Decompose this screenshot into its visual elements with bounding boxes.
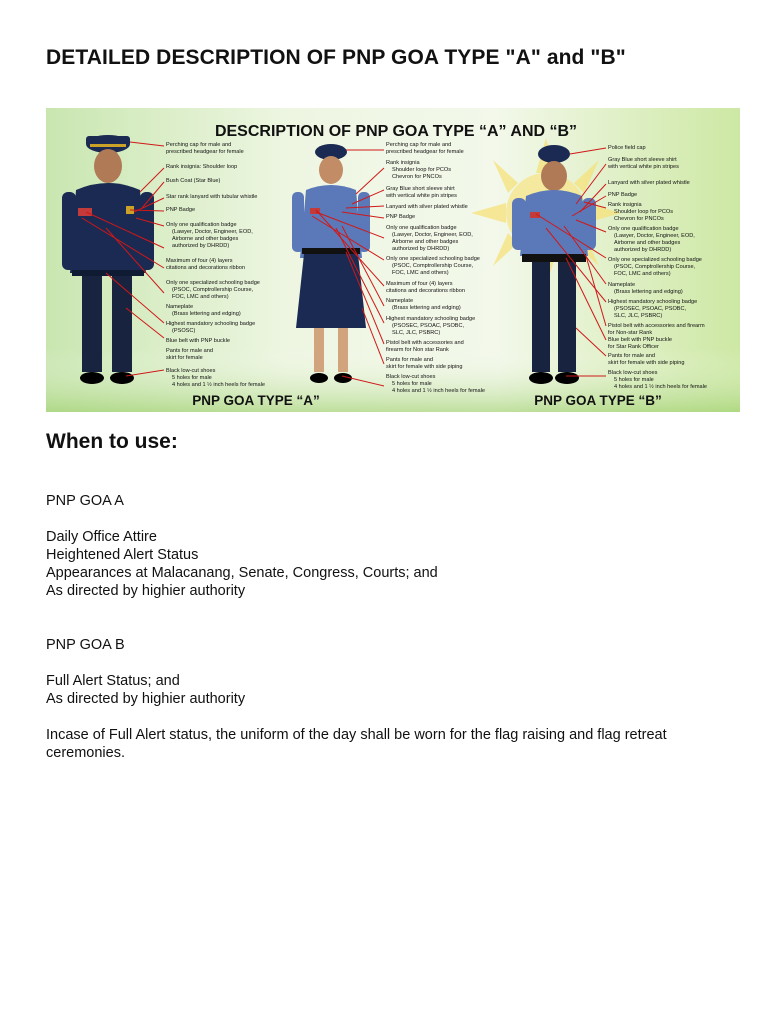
callout-right-label: Only one qualification badge — [608, 226, 679, 232]
callout-right-label: (Brass lettering and edging) — [614, 289, 683, 295]
callout-middle-label: Shoulder loop for PCOs — [392, 167, 452, 173]
callout-right-label: Highest mandatory schooling badge — [608, 299, 698, 305]
goa-a-usage-list — [46, 528, 438, 600]
callout-left-label: Star rank lanyard with tubular whistle — [166, 194, 258, 200]
callout-left-label: 5 holes for male — [172, 375, 212, 381]
callout-left-label: (Brass lettering and edging) — [172, 311, 241, 317]
callout-right-label: Lanyard with silver plated whistle — [608, 180, 690, 186]
callout-middle-label: SLC, JLC, PSBRC) — [392, 330, 441, 336]
callout-middle-label: Airborne and other badges — [392, 239, 459, 245]
callout-middle-label: (PSOC, Comptrollership Course, — [392, 263, 474, 269]
callout-left-label: (PSOSC) — [172, 328, 196, 334]
callout-left-label: Airborne and other badges — [172, 236, 239, 242]
callout-right-label: (PSOC, Comptrollership Course, — [614, 264, 696, 270]
callout-left-label: Pants for male and — [166, 348, 213, 354]
goa-b-heading: PNP GOA B — [46, 637, 125, 653]
callout-left-label: PNP Badge — [166, 207, 196, 213]
figure-banner-title: DESCRIPTION OF PNP GOA TYPE “A” AND “B” — [214, 123, 578, 140]
callout-middle-label: firearm for Non star Rank — [386, 347, 449, 353]
callout-middle-label: with vertical white pin stripes — [386, 193, 457, 199]
callout-right-label: Black low-cut shoes — [608, 370, 658, 376]
callout-right-label: for Non-star Rank — [608, 330, 653, 336]
callout-left-label: Maximum of four (4) layers — [166, 258, 233, 264]
goa-a-usage-item: As directed by highier authority — [46, 583, 246, 599]
callout-middle-label: Chevron for PNCOs — [392, 174, 442, 180]
callout-right-label: FOC, LMC and others) — [614, 271, 671, 277]
callout-middle-label: prescribed headgear for female — [386, 149, 464, 155]
callout-middle-label: Nameplate — [386, 298, 414, 304]
callout-right-label: Blue belt with PNP buckle — [608, 337, 672, 343]
callout-left-label: Rank insignia: Shoulder loop — [166, 164, 238, 170]
callout-left-label: Blue belt with PNP buckle — [166, 338, 230, 344]
callout-left-label: prescribed headgear for female — [166, 149, 244, 155]
callout-left-label: Only one specialized schooling badge — [166, 280, 260, 286]
callout-right-label: Pistol belt with accessories and firearm — [608, 323, 705, 329]
figure-label-type-b: PNP GOA TYPE “B” — [534, 393, 662, 408]
callout-middle-label: citations and decorations ribbon — [386, 288, 465, 294]
section-heading-when-to-use: When to use: — [46, 430, 178, 453]
callout-middle-label: Highest mandatory schooling badge — [386, 316, 476, 322]
callout-right-label: (PSOSEC, PSOAC, PSOBC, — [614, 306, 687, 312]
callout-right-label: 4 holes and 1 ½ inch heels for female — [614, 384, 707, 390]
callout-right-label: Shoulder loop for PCOs — [614, 209, 674, 215]
callout-right-label: SLC, JLC, PSBRC) — [614, 313, 663, 319]
callout-right-label: authorized by DHRDD) — [614, 247, 672, 253]
callout-middle-label: 4 holes and 1 ½ inch heels for female — [392, 388, 485, 394]
callout-right-label: Chevron for PNCOs — [614, 216, 664, 222]
callout-left-label: (PSOC, Comptrollership Course, — [172, 287, 254, 293]
full-alert-note: Incase of Full Alert status, the uniform of the day shall be worn for the flag raising and flag retreat ceremonies. — [46, 727, 667, 761]
callout-left-label: (Lawyer, Doctor, Engineer, EOD, — [172, 229, 253, 235]
goa-a-heading: PNP GOA A — [46, 493, 124, 509]
callout-left-label: citations and decorations ribbon — [166, 265, 245, 271]
callout-right-label: Gray Blue short sleeve shirt — [608, 157, 677, 163]
callout-left-label: Only one qualification badge — [166, 222, 237, 228]
goa-a-usage-item: Daily Office Attire — [46, 529, 157, 545]
callout-right-label: Rank insignia — [608, 202, 642, 208]
callout-middle-label: Perching cap for male and — [386, 142, 452, 148]
callout-middle-label: (Lawyer, Doctor, Engineer, EOD, — [392, 232, 473, 238]
goa-b-usage-item: Full Alert Status; and — [46, 673, 180, 689]
callout-left-label: 4 holes and 1 ½ inch heels for female — [172, 382, 265, 388]
callout-middle-label: authorized by DHRDD) — [392, 246, 450, 252]
callout-middle-label: (Brass lettering and edging) — [392, 305, 461, 311]
callout-left-label: FOC, LMC and others) — [172, 294, 229, 300]
goa-b-usage-item: As directed by highier authority — [46, 691, 246, 707]
callout-middle-label: Lanyard with silver plated whistle — [386, 204, 468, 210]
callout-left-label: Perching cap for male and — [166, 142, 232, 148]
callout-middle-label: skirt for female with side piping — [386, 364, 463, 370]
callout-left-label: Black low-cut shoes — [166, 368, 216, 374]
callout-right-label: (Lawyer, Doctor, Engineer, EOD, — [614, 233, 695, 239]
callout-middle-label: Black low-cut shoes — [386, 374, 436, 380]
callout-left-label: Nameplate — [166, 304, 194, 310]
callout-middle-label: Pistol belt with accessories and — [386, 340, 464, 346]
callout-right-label: PNP Badge — [608, 192, 638, 198]
callout-right-label: with vertical white pin stripes — [608, 164, 679, 170]
callout-middle-label: FOC, LMC and others) — [392, 270, 449, 276]
callout-left-label: Highest mandatory schooling badge — [166, 321, 256, 327]
callout-left-label: authorized by DHRDD) — [172, 243, 230, 249]
callout-right-label: Airborne and other badges — [614, 240, 681, 246]
callout-right-label: skirt for female with side piping — [608, 360, 685, 366]
callout-middle-label: Rank insignia — [386, 160, 420, 166]
callout-middle-label: (PSOSEC, PSOAC, PSOBC, — [392, 323, 465, 329]
callout-left-label: Bush Coat (Star Blue) — [166, 178, 221, 184]
callout-right-label: Pants for male and — [608, 353, 655, 359]
callout-middle-label: Only one qualification badge — [386, 225, 457, 231]
callout-middle-label: 5 holes for male — [392, 381, 432, 387]
callout-left-label: skirt for female — [166, 355, 203, 361]
uniform-description-figure — [46, 108, 740, 412]
callout-right-label: 5 holes for male — [614, 377, 654, 383]
callout-right-label: for Star Rank Officer — [608, 344, 659, 350]
callout-middle-label: PNP Badge — [386, 214, 416, 220]
callout-middle-label: Pants for male and — [386, 357, 433, 363]
callout-right-label: Police field cap — [608, 145, 646, 151]
callout-middle-label: Maximum of four (4) layers — [386, 281, 453, 287]
callout-right-label: Only one specialized schooling badge — [608, 257, 702, 263]
page-title: DETAILED DESCRIPTION OF PNP GOA TYPE "A" and "B" — [46, 46, 626, 69]
goa-a-usage-item: Appearances at Malacanang, Senate, Congress, Courts; and — [46, 565, 438, 581]
callout-middle-label: Gray Blue short sleeve shirt — [386, 186, 455, 192]
goa-b-usage-list — [46, 672, 245, 708]
figure-label-type-a: PNP GOA TYPE “A” — [192, 393, 320, 408]
callout-right-label: Nameplate — [608, 282, 636, 288]
goa-a-usage-item: Heightened Alert Status — [46, 547, 199, 563]
callout-middle-label: Only one specialized schooling badge — [386, 256, 480, 262]
